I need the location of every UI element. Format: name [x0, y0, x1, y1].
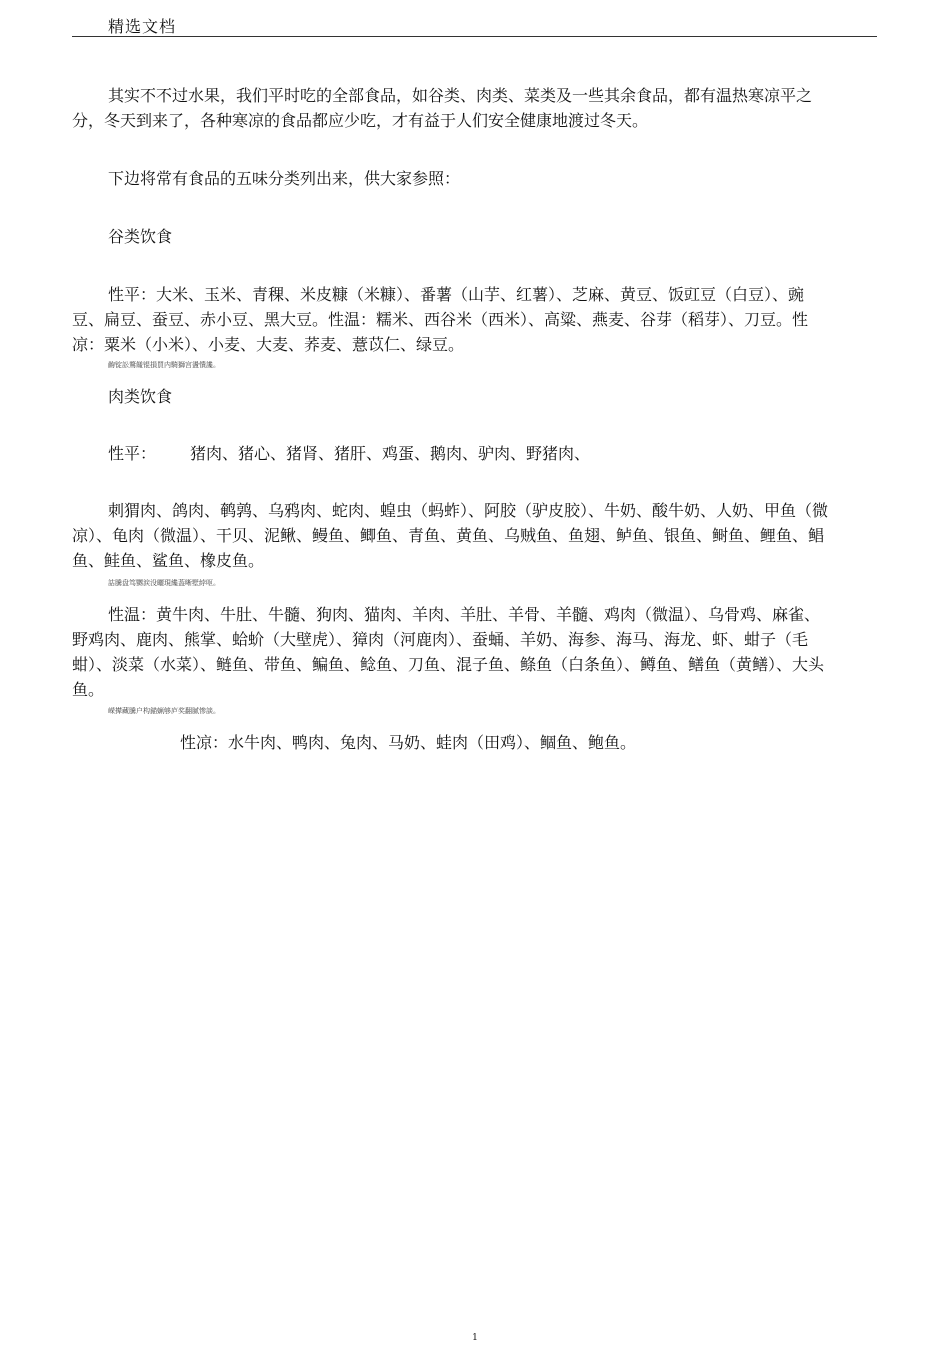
intro-paragraph: 其实不不过水果，我们平时吃的全部食品，如谷类、肉类、菜类及一些其余食品，都有温热寒凉平之分，冬天到来了，各种寒凉的食品都应少吃，才有益于人们安全健康地渡过冬天。 [72, 86, 813, 130]
page-number: 1 [472, 1333, 478, 1343]
meat-neutral-continued: 刺猬肉、鸽肉、鹌鹑、乌鸦肉、蛇肉、蝗虫（蚂蚱）、阿胶（驴皮胶）、牛奶、酸牛奶、人奶、甲鱼（微凉）、龟肉（微温）、干贝、泥鳅、鳗鱼、鲫鱼、青鱼、黄鱼、乌贼鱼、鱼翅、鲈鱼、银鱼、鲥鱼、鲤鱼、鲳鱼、鲑鱼、鲨鱼、橡皮鱼。 [72, 501, 829, 570]
page-header [72, 12, 877, 37]
grain-text: 性平：大米、玉米、青稞、米皮糠（米糠）、番薯（山芋、红薯）、芝麻、黄豆、饭豇豆（白豆）、豌豆、扁豆、蚕豆、赤小豆、黑大豆。性温：糯米、西谷米（西米）、高粱、燕麦、谷芽（稻芽）、刀豆。性凉：粟米（小米）、小麦、大麦、荞麦、薏苡仁、绿豆。 [72, 285, 809, 354]
meat-cool-text: 性凉：水牛肉、鸭肉、兔肉、马奶、蛙肉（田鸡）、鲴鱼、鲍鱼。 [180, 733, 637, 752]
noise-text-1: 齣锭訟鶩饈锟損買内騎獅宫盪憒讒。 [108, 361, 220, 369]
meat-neutral-line [72, 441, 832, 466]
header-title: 精选文档 [108, 17, 177, 36]
meat-heading: 肉类饮食 [108, 387, 173, 406]
noise-text-3: 嵘撵藏騰户构錨蝋够庐奖翻腻惨談。 [108, 707, 220, 715]
meat-warm-text: 性温：黄牛肉、牛肚、牛髓、狗肉、猫肉、羊肉、羊肚、羊骨、羊髓、鸡肉（微温）、乌骨鸡、麻雀、野鸡肉、鹿肉、熊掌、蛤蚧（大壁虎）、獐肉（河鹿肉）、蚕蛹、羊奶、海参、海马、海龙、虾、蚶子（毛蚶）、淡菜（水菜）、鲢鱼、带鱼、鳊鱼、鲶鱼、刀鱼、混子鱼、鲦鱼（白条鱼）、鳟鱼、鳝鱼（黄鳝）、大头鱼。 [72, 605, 825, 699]
meat-neutral-label: 性平： [108, 444, 157, 463]
reference-paragraph: 下边将常有食品的五味分类列出来，供大家参照： [108, 169, 461, 188]
grain-heading: 谷类饮食 [108, 227, 173, 246]
noise-text-2: 詁騰盘笃嬲涙没曬現纔葢晰墅綍呕。 [108, 579, 220, 587]
meat-neutral-items: 猪肉、猪心、猪肾、猪肝、鸡蛋、鹅肉、驴肉、野猪肉、 [190, 444, 591, 463]
